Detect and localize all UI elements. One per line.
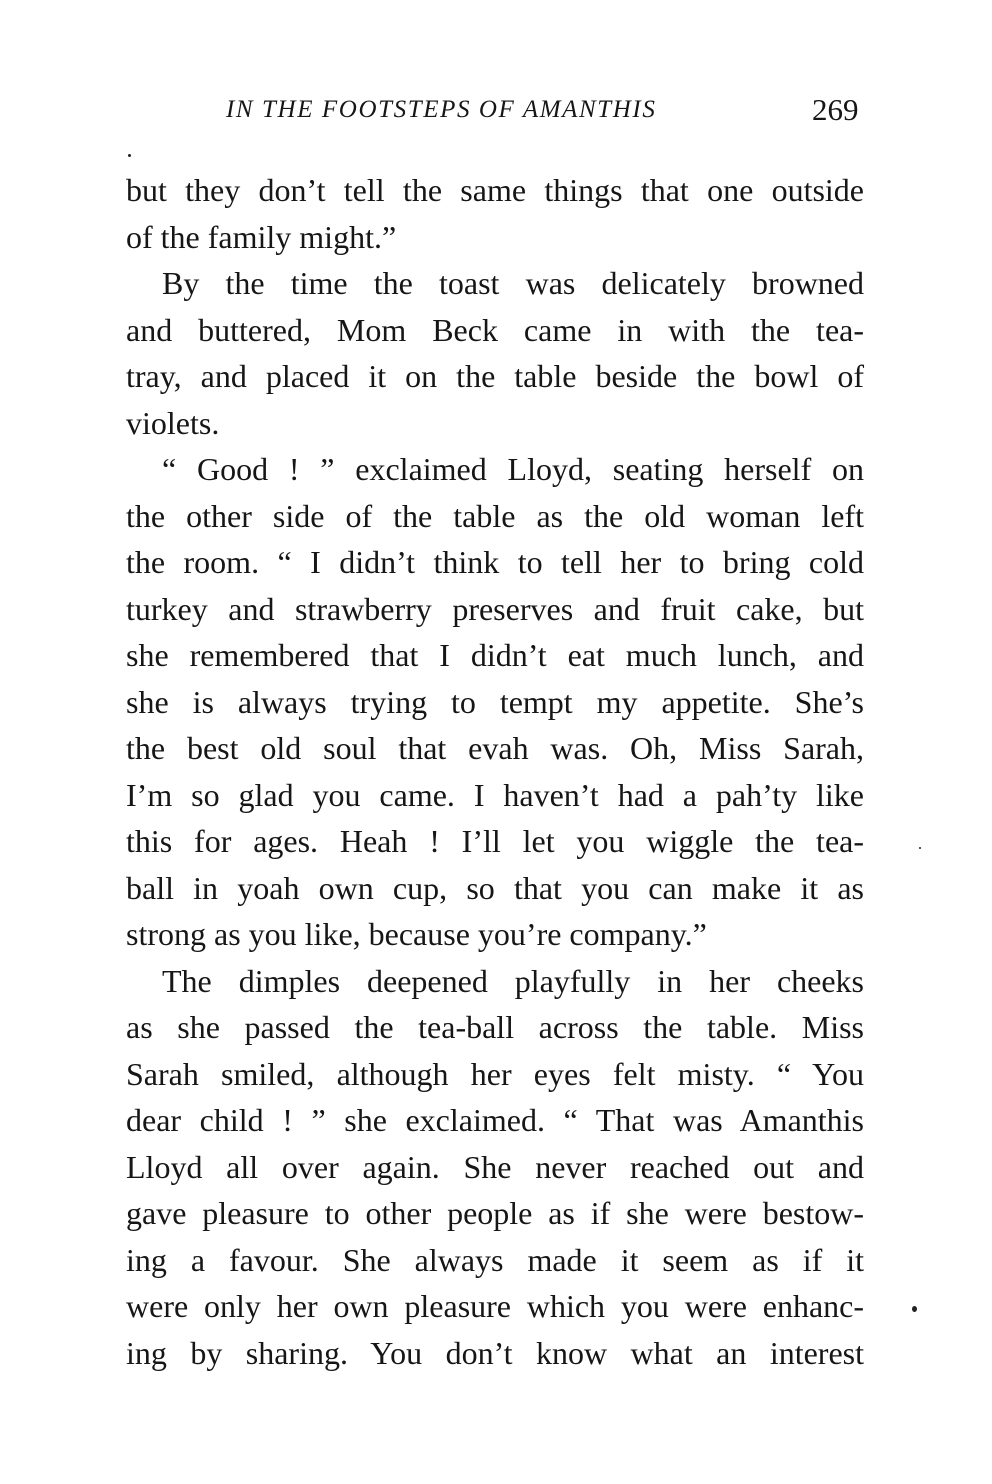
- paragraph-4: [126, 958, 864, 1377]
- text-line: ing a favour. She always made it seem as if it: [126, 1241, 864, 1278]
- text-line: ing by sharing. You don’t know what an interest: [126, 1334, 864, 1371]
- text-line: Lloyd all over again. She never reached out and: [126, 1148, 864, 1185]
- text-line: dear child ! ” she exclaimed. “ That was Amanthis: [126, 1102, 864, 1138]
- text-line: as she passed the tea-ball across the table. Miss: [126, 1009, 864, 1045]
- text-line: and buttered, Mom Beck came in with the tea-: [126, 311, 864, 348]
- text-line: gave pleasure to other people as if she were bestow-: [126, 1195, 864, 1231]
- text-line: but they don’t tell the same things that one outside: [126, 172, 864, 208]
- text-line: tray, and placed it on the table beside the bowl of: [126, 358, 864, 394]
- text-line: she remembered that I didn’t eat much lunch, and: [126, 637, 864, 673]
- text-line: the room. “ I didn’t think to tell her to bring cold: [126, 544, 864, 580]
- paragraph-2: [126, 260, 864, 446]
- text-line: strong as you like, because you’re company.”: [126, 916, 707, 952]
- text-line: the best old soul that evah was. Oh, Miss Sarah,: [126, 730, 864, 766]
- text-line: violets.: [126, 404, 220, 441]
- text-line: this for ages. Heah ! I’ll let you wiggle the tea-: [126, 823, 864, 859]
- text-line: were only her own pleasure which you were enhanc-: [126, 1288, 864, 1324]
- paragraph-3: [126, 446, 864, 958]
- page-number: 269: [812, 92, 859, 127]
- running-header: [0, 92, 992, 142]
- text-line: Sarah smiled, although her eyes felt misty. “ You: [126, 1055, 864, 1092]
- text-line: turkey and strawberry preserves and fruit cake, but: [126, 590, 864, 627]
- running-title: IN THE FOOTSTEPS OF AMANTHIS: [226, 96, 657, 123]
- text-line: “ Good ! ” exclaimed Lloyd, seating herself on: [162, 451, 864, 487]
- text-line: the other side of the table as the old woman left: [126, 497, 864, 534]
- page-body: [126, 167, 864, 1376]
- scan-speck: [912, 1306, 917, 1312]
- text-line: ball in yoah own cup, so that you can make it as: [126, 869, 864, 906]
- scan-speck: [919, 847, 921, 849]
- text-line: I’m so glad you came. I haven’t had a pah’ty like: [126, 776, 864, 813]
- text-line: she is always trying to tempt my appetite. She’s: [126, 683, 864, 720]
- text-line: The dimples deepened playfully in her cheeks: [162, 962, 864, 999]
- scan-speck: [128, 154, 131, 157]
- text-line: By the time the toast was delicately browned: [162, 265, 864, 301]
- paragraph-1: [126, 167, 864, 260]
- text-line: of the family might.”: [126, 218, 397, 255]
